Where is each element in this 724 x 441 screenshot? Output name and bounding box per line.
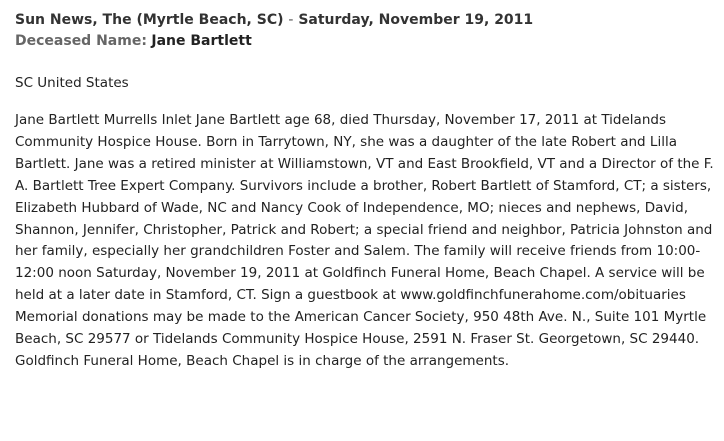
deceased-line bbox=[15, 31, 715, 51]
deceased-name: Jane Bartlett bbox=[151, 33, 252, 49]
publication-name: Sun News, The (Myrtle Beach, SC) bbox=[15, 12, 284, 28]
headline-separator: - bbox=[288, 12, 294, 28]
publication-date: Saturday, November 19, 2011 bbox=[298, 12, 534, 28]
deceased-label: Deceased Name: bbox=[15, 33, 147, 49]
location-text: SC United States bbox=[15, 75, 129, 91]
obituary-body: Jane Bartlett Murrells Inlet Jane Bartlett age 68, died Thursday, November 17, 2011 at Tidelands Community Hospice House. Born in Tarrytown, NY, she was a daughter of the late Robert and Lilla Bartlett. Jane was a retired minister at Williamstown, VT and East Brookfield, VT and a Director of the F. A. Bartlett Tree Expert Company. Survivors include a brother, Robert Bartlett of Stamford, CT; a sisters, Elizabeth Hubbard of Wade, NC and Nancy Cook of Independence, MO; nieces and nephews, David, Shannon, Jennifer, Christopher, Patrick and Robert; a special friend and neighbor, Patricia Johnston and her family, especially her grandchildren Foster and Salem. The family will receive friends from 10:00-12:00 noon Saturday, November 19, 2011 at Goldfinch Funeral Home, Beach Chapel. A service will be held at a later date in Stamford, CT. Sign a guestbook at www.goldfinchfunerahome.com/obituaries Memorial donations may be made to the American Cancer Society, 950 48th Ave. N., Suite 101 Myrtle Beach, SC 29577 or Tidelands Community Hospice House, 2591 N. Fraser St. Georgetown, SC 29440. Goldfinch Funeral Home, Beach Chapel is in charge of the arrangements. bbox=[15, 112, 714, 369]
article-headline bbox=[15, 10, 715, 30]
